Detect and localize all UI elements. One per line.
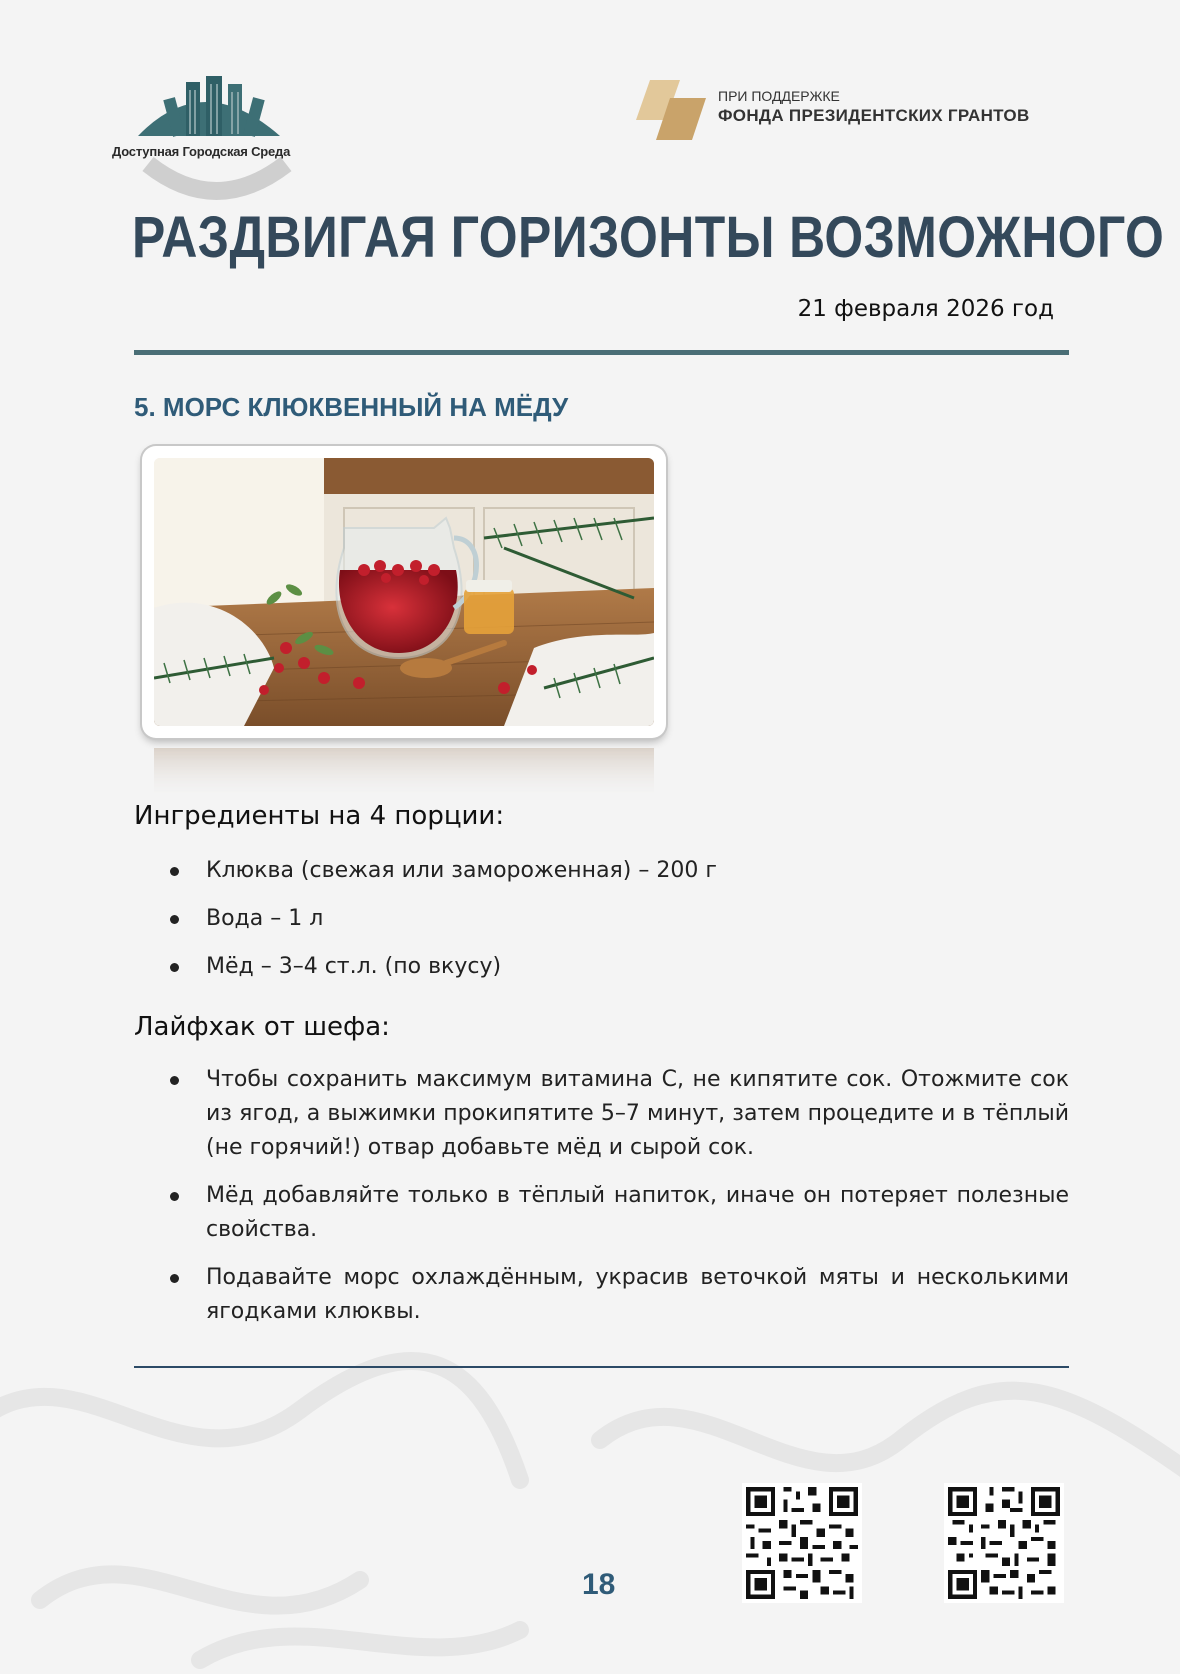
chef-tips-list <box>134 1063 1069 1343</box>
recipe-title: 5. МОРС КЛЮКВЕННЫЙ НА МЁДУ <box>134 392 569 422</box>
list-item: Мёд – 3–4 ст.л. (по вкусу) <box>134 950 1069 998</box>
qr-code-icon <box>742 1483 862 1603</box>
header-divider <box>134 350 1069 355</box>
bullet-icon <box>170 963 179 972</box>
issue-date: 21 февраля 2026 год <box>797 296 1054 322</box>
footer-divider <box>134 1366 1069 1368</box>
list-item: Вода – 1 л <box>134 902 1069 950</box>
fund-name: ФОНДА ПРЕЗИДЕНТСКИХ ГРАНТОВ <box>718 106 1030 125</box>
ingredients-heading: Ингредиенты на 4 порции: <box>134 801 505 831</box>
publication-title: РАЗДВИГАЯ ГОРИЗОНТЫ ВОЗМОЖНОГО <box>132 205 1165 270</box>
qr-code-1[interactable] <box>742 1483 862 1603</box>
ingredients-list <box>134 854 1069 998</box>
support-label: ПРИ ПОДДЕРЖКЕ <box>718 88 840 104</box>
recipe-photo <box>154 458 654 726</box>
list-item: Мёд добавляйте только в тёплый напиток, иначе он потеряет полезные свойства. <box>134 1179 1069 1247</box>
bullet-icon <box>170 1076 179 1085</box>
bullet-icon <box>170 915 179 924</box>
recipe-photo-frame <box>142 446 666 738</box>
list-item: Подавайте морс охлаждённым, украсив веточкой мяты и несколькими ягодками клюквы. <box>134 1261 1069 1329</box>
logo-wordmark: Доступная Городская Среда <box>112 144 291 159</box>
list-item: Чтобы сохранить максимум витамина С, не кипятите сок. Отожмите сок из ягод, а выжимки прокипятите 5–7 минут, затем процедите и в тёплый (не горячий!) отвар добавьте мёд и сырой сок. <box>134 1063 1069 1165</box>
photo-reflection <box>142 748 666 796</box>
bullet-icon <box>170 867 179 876</box>
city-skyline-icon <box>108 68 338 208</box>
page-number: 18 <box>582 1568 616 1601</box>
qr-code-2[interactable] <box>944 1483 1064 1603</box>
presidential-grants-logo <box>636 76 1076 146</box>
cranberry-drink-image <box>154 458 654 726</box>
bullet-icon <box>170 1274 179 1283</box>
chef-tips-heading: Лайфхак от шефа: <box>134 1012 390 1042</box>
bullet-icon <box>170 1192 179 1201</box>
list-item: Клюква (свежая или замороженная) – 200 г <box>134 854 1069 902</box>
grants-fund-emblem-icon <box>636 76 712 146</box>
city-environment-logo <box>108 68 338 208</box>
qr-code-icon <box>944 1483 1064 1603</box>
